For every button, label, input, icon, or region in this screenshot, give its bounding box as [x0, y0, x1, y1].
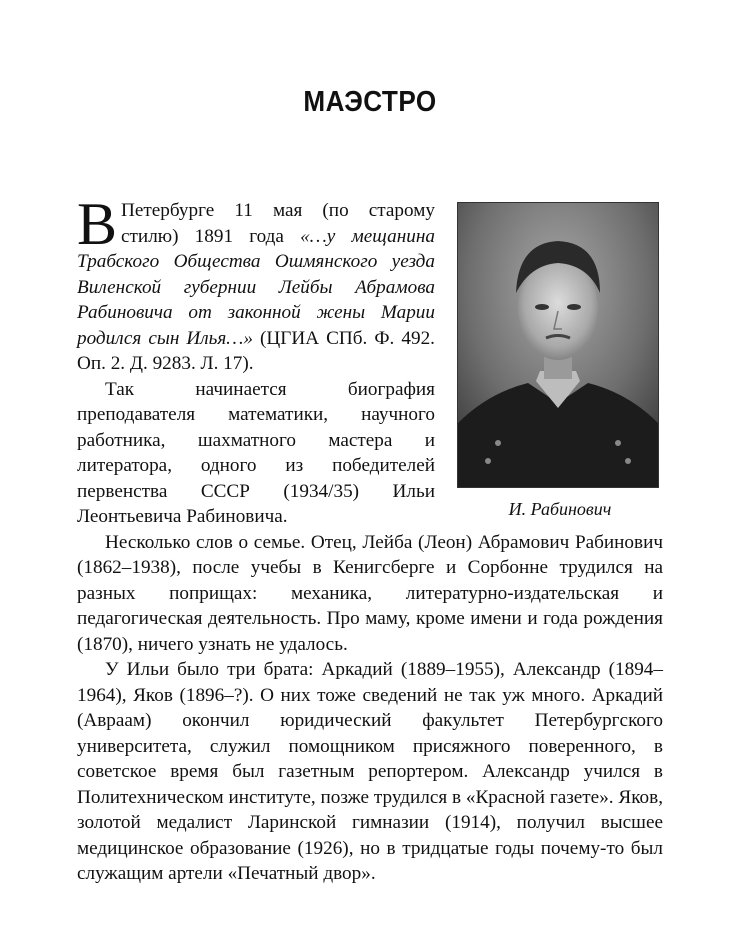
paragraph-2: Так начинается биография преподавателя математики, научного работника, шахматного мастера и литератора, одного из победителей первенства СССР (1934/35) Ильи Леонтьевича Рабиновича.: [77, 378, 435, 527]
body-text: [77, 191, 663, 887]
p1-reference: (ЦГИА СПб. Ф. 492. Оп. 2. Д. 9283. Л. 17).: [77, 327, 435, 374]
p1-lead: Петербурге 11 мая (по старому стилю) 1891 года: [121, 200, 435, 247]
portrait-photo: [457, 202, 659, 488]
portrait-figure: [457, 202, 663, 520]
portrait-caption: И. Рабинович: [508, 499, 612, 519]
p1-quote: «…у мещанина Трабского Общества Ошмянского уезда Виленской губернии Лейбы Абрамова Рабиновича от законной жены Марии родился сын Илья…»: [77, 225, 435, 349]
paragraph-4: У Ильи было три брата: Аркадий (1889–1955), Александр (1894–1964), Яков (1896–?). О них тоже сведений не так уж много. Аркадий (Авраам) окончил юридический факультет Петербургского университета, служил помощником присяжного поверенного, в советское время был газетным репортером. Александр учился в Политехническом институте, позже трудился в «Красной газете». Яков, золотой медалист Ларинской гимназии (1914), получил высшее медицинское образование (1926), но в тридцатые годы почему-то был служащим артели «Печатный двор».: [77, 659, 663, 884]
page-title: МАЭСТРО: [303, 86, 437, 118]
paragraph-3: Несколько слов о семье. Отец, Лейба (Леон) Абрамович Рабинович (1862–1938), после учебы в Кенигсберге и Сорбонне трудился на разных поприщах: механика, литературно-издательская и педагогическая деятельность. Про маму, кроме имени и года рождения (1870), ничего узнать не удалось.: [77, 531, 663, 655]
drop-cap: В: [77, 191, 118, 257]
